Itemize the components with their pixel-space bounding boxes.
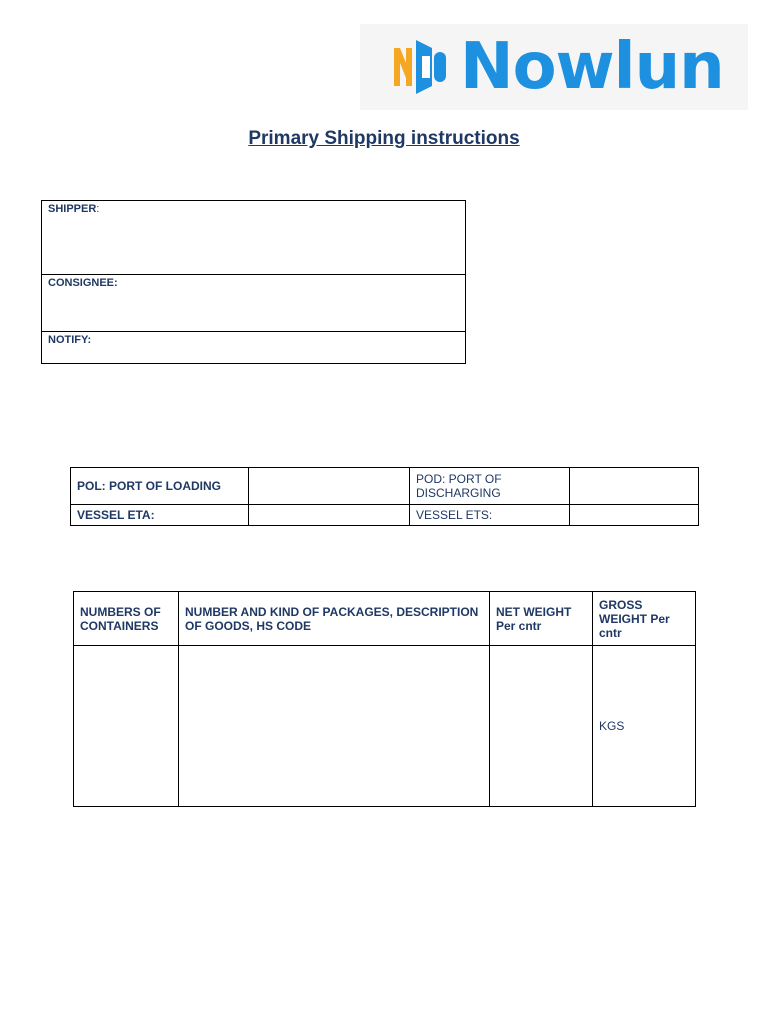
shipper-label: SHIPPER — [48, 203, 97, 215]
nowlun-logo — [360, 24, 748, 110]
shipper-cell[interactable] — [42, 201, 466, 275]
page-title: Primary Shipping instructions — [248, 128, 520, 149]
gross-weight-cell[interactable]: KGS — [593, 646, 696, 807]
consignee-cell[interactable] — [42, 275, 466, 332]
parties-table — [41, 200, 466, 364]
goods-table — [73, 591, 696, 807]
shipper-row — [42, 201, 466, 275]
header-gross-weight: GROSS WEIGHT Per cntr — [593, 592, 696, 646]
notify-cell[interactable] — [42, 332, 466, 364]
pol-label: POL: PORT OF LOADING — [71, 468, 249, 505]
containers-cell[interactable] — [74, 646, 179, 807]
eta-value-cell[interactable] — [249, 505, 410, 526]
packages-cell[interactable] — [179, 646, 490, 807]
pod-value-cell[interactable] — [570, 468, 699, 505]
vessel-row — [71, 505, 699, 526]
header-containers: NUMBERS OF CONTAINERS — [74, 592, 179, 646]
header-packages: NUMBER AND KIND OF PACKAGES, DESCRIPTION OF GOODS, HS CODE — [179, 592, 490, 646]
pol-value-cell[interactable] — [249, 468, 410, 505]
notify-label: NOTIFY: — [48, 334, 92, 346]
net-weight-cell[interactable] — [490, 646, 593, 807]
shipper-colon: : — [96, 203, 100, 215]
logo-wordmark: Nowlun — [460, 30, 724, 104]
consignee-label: CONSIGNEE: — [48, 277, 118, 289]
ets-value-cell[interactable] — [570, 505, 699, 526]
ets-label: VESSEL ETS: — [410, 505, 570, 526]
eta-label: VESSEL ETA: — [71, 505, 249, 526]
goods-header-row — [74, 592, 696, 646]
goods-data-row — [74, 646, 696, 807]
nowlun-logo-mark-icon — [392, 34, 450, 100]
consignee-row — [42, 275, 466, 332]
ports-row — [71, 468, 699, 505]
notify-row — [42, 332, 466, 364]
header-net-weight: NET WEIGHT Per cntr — [490, 592, 593, 646]
ports-table — [70, 467, 699, 526]
pod-label: POD: PORT OF DISCHARGING — [410, 468, 570, 505]
